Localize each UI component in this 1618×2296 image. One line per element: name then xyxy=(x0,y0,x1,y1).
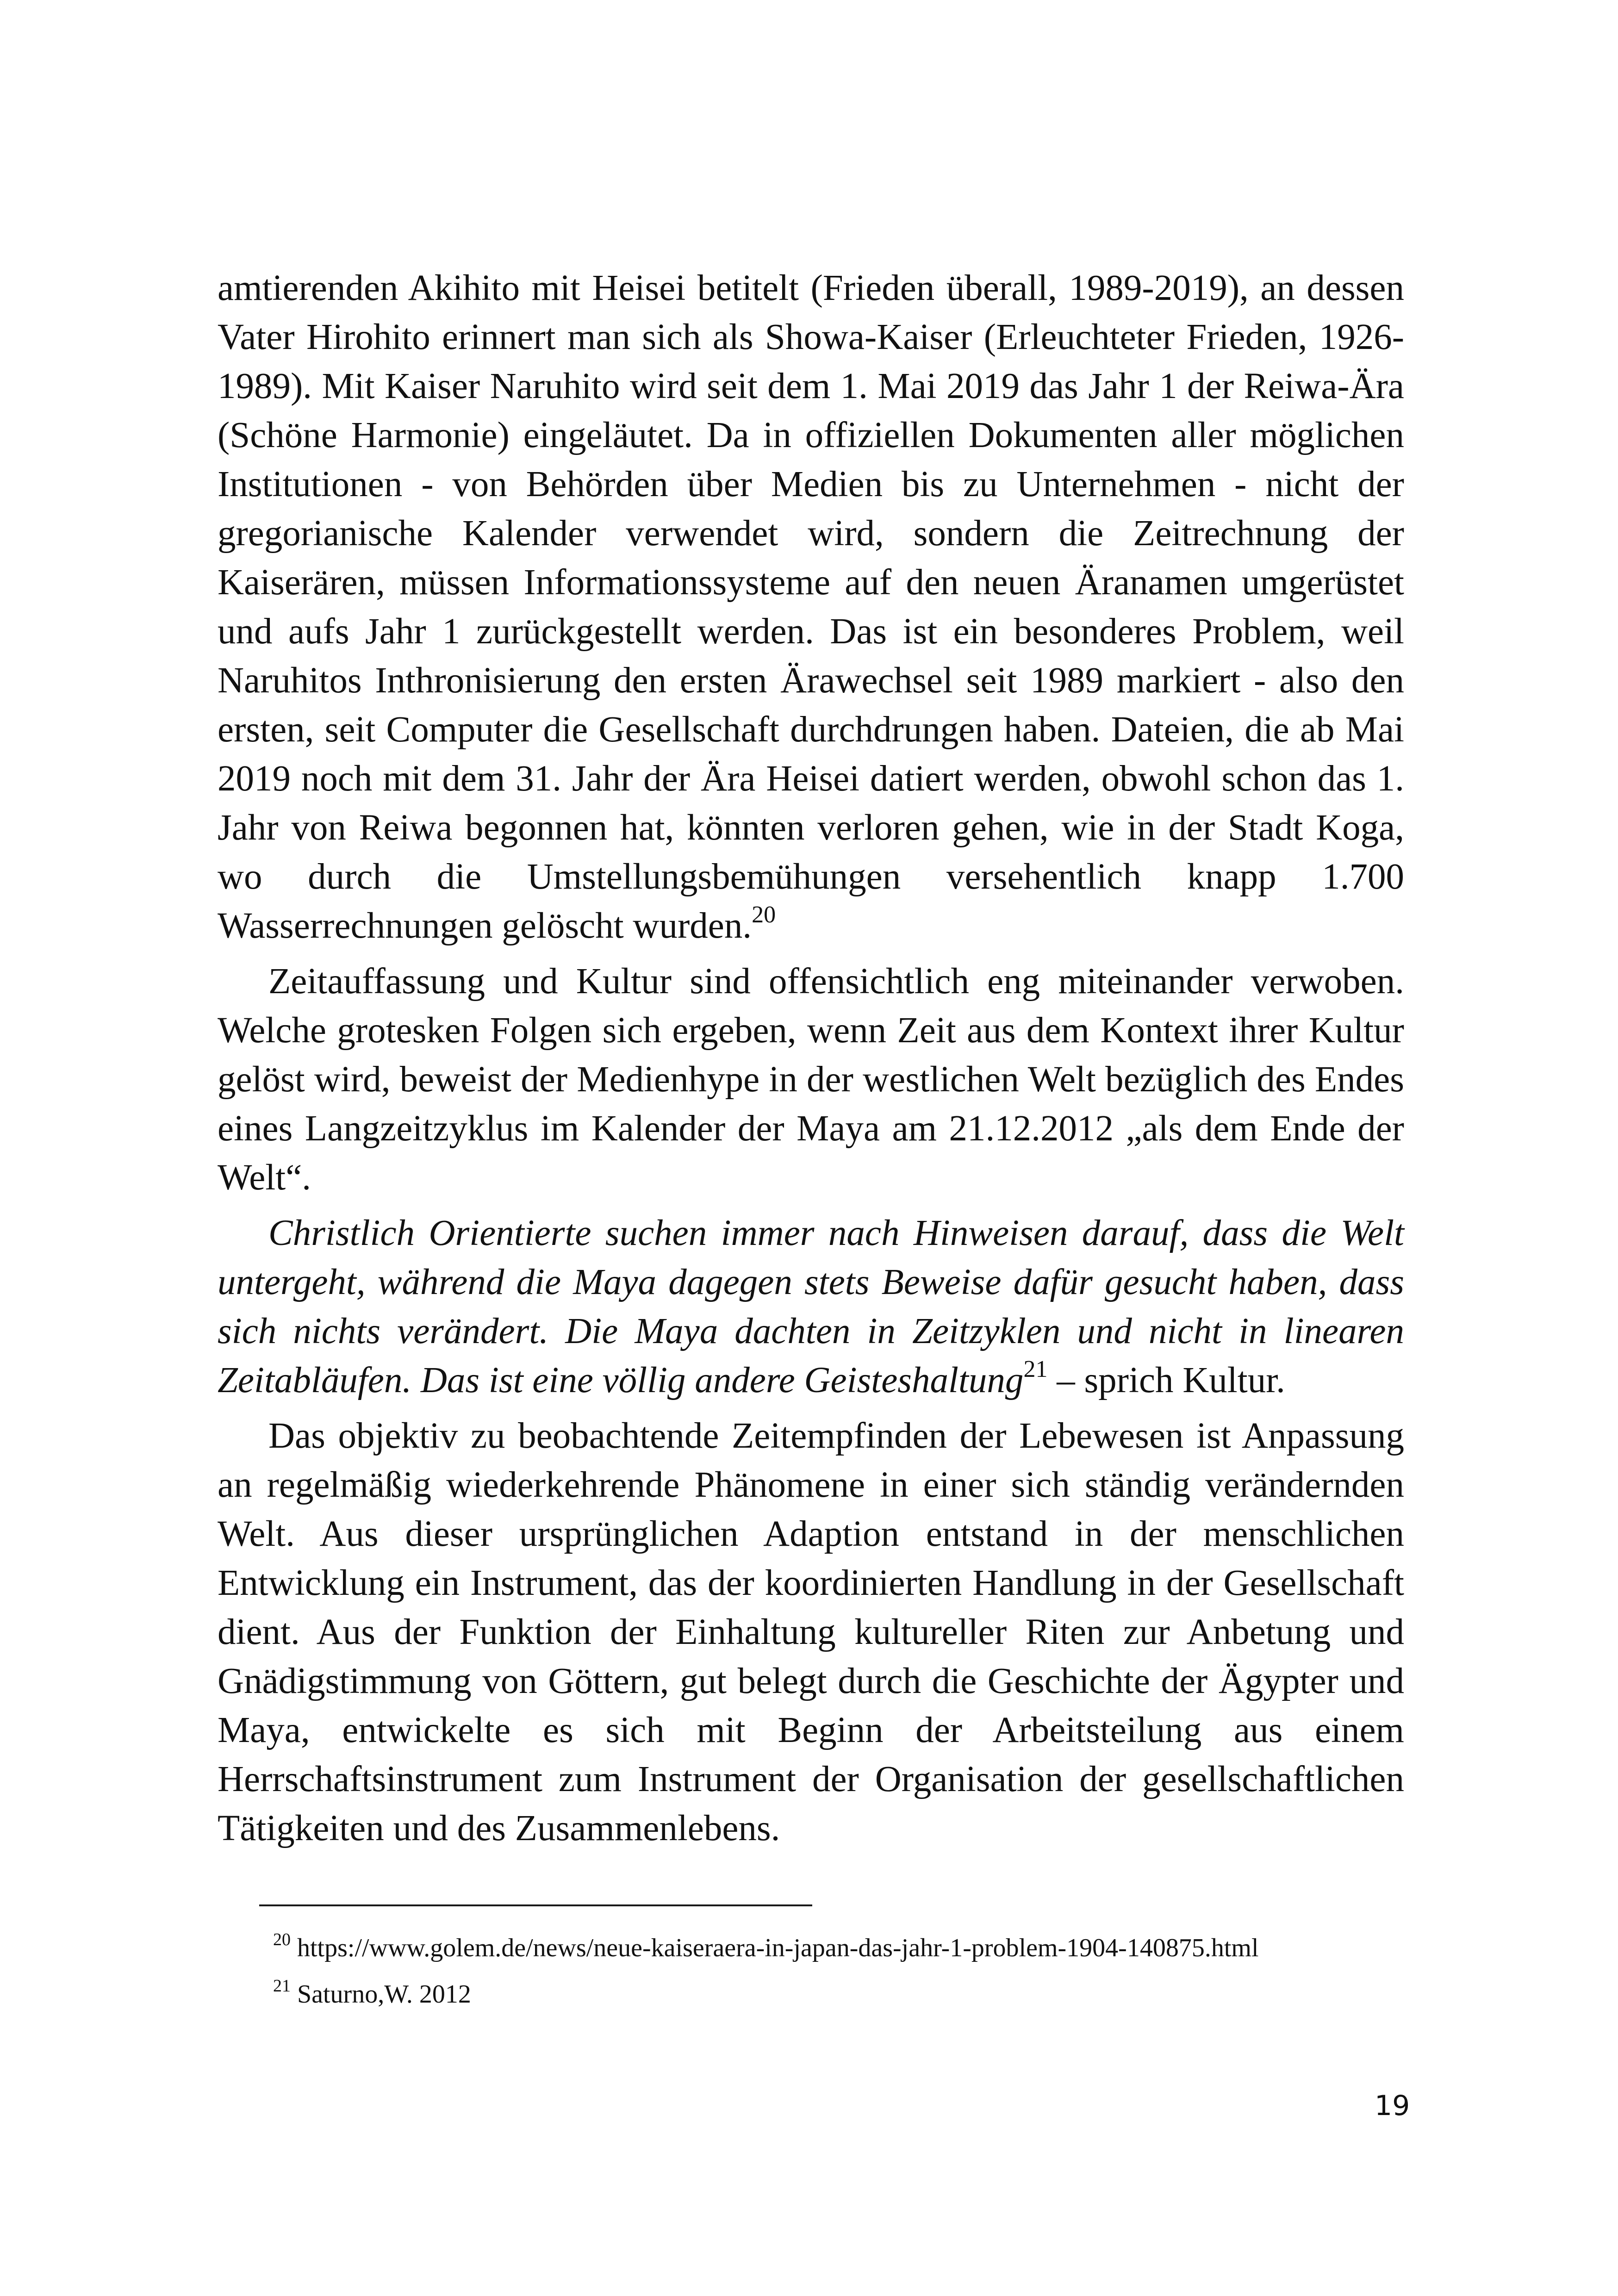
footnote-ref-21[interactable]: 21 xyxy=(1023,1356,1048,1382)
footnotes xyxy=(273,1928,1384,2020)
quote-text: Christlich Orientierte suchen immer nach Hinweisen darauf, dass die Welt untergeht, während die Maya dagegen stets Beweise dafür gesucht haben, dass sich nichts verändert. Die Maya dachten in Zeitzyklen und nicht in linearen Zeitabläufen. Das ist eine völlig andere Geisteshaltung xyxy=(218,1213,1404,1400)
footnote-number-20: 20 xyxy=(273,1930,291,1950)
paragraph-4 xyxy=(218,1412,1404,1853)
paragraph-4-text: Das objektiv zu beobachtende Zeitempfinden der Lebewesen ist Anpassung an regelmäßig wiederkehrende Phänomene in einer sich ständig verändernden Welt. Aus dieser ursprünglichen Adaption entstand in der menschlichen Entwicklung ein Instrument, das der koordinierten Handlung in der Gesellschaft dient. Aus der Funktion der Einhaltung kultureller Riten zur Anbetung und Gnädigstimmung von Göttern, gut belegt durch die Geschichte der Ägypter und Maya, entwickelte es sich mit Beginn der Arbeitsteilung aus einem Herrschaftsinstrument zum Instrument der Organisation der gesellschaftlichen Tätigkeiten und des Zusammenlebens. xyxy=(218,1416,1404,1848)
footnote-20-text[interactable]: https://www.golem.de/news/neue-kaiseraera-in-japan-das-jahr-1-problem-1904-140875.html xyxy=(297,1934,1259,1962)
paragraph-1-text: amtierenden Akihito mit Heisei betitelt (Frieden überall, 1989-2019), an dessen Vater Hirohito erinnert man sich als Showa-Kaiser (Erleuchteter Frieden, 1926-1989). Mit Kaiser Naruhito wird seit dem 1. Mai 2019 das Jahr 1 der Reiwa-Ära (Schöne Harmonie) eingeläutet. Da in offiziellen Dokumenten aller möglichen Institutionen - von Behörden über Medien bis zu Unternehmen - nicht der gregorianische Kalender verwendet wird, sondern die Zeitrechnung der Kaiserären, müssen Informationssysteme auf den neuen Äranamen umgerüstet und aufs Jahr 1 zurückgestellt werden. Das ist ein besonderes Problem, weil Naruhitos Inthronisierung den ersten Ärawechsel seit 1989 markiert - also den ersten, seit Computer die Gesellschaft durchdrungen haben. Dateien, die ab Mai 2019 noch mit dem 31. Jahr der Ära Heisei datiert werden, obwohl schon das 1. Jahr von Reiwa begonnen hat, könnten verloren gehen, wie in der Stadt Koga, wo durch die Umstellungsbemühungen versehentlich knapp 1.700 Wasserrechnungen gelöscht wurden. xyxy=(218,268,1404,946)
footnote-20 xyxy=(273,1928,1384,1968)
footnote-ref-20[interactable]: 20 xyxy=(752,901,776,928)
footnote-21 xyxy=(273,1974,1384,2015)
quote-paragraph xyxy=(218,1209,1404,1405)
body-text xyxy=(218,264,1404,1853)
footnote-number-21: 21 xyxy=(273,1976,291,1996)
page-number: 19 xyxy=(1375,2090,1410,2122)
quote-tail-text: – sprich Kultur. xyxy=(1047,1360,1285,1400)
paragraph-2 xyxy=(218,957,1404,1202)
paragraph-1 xyxy=(218,264,1404,951)
footnote-21-text: Saturno,W. 2012 xyxy=(297,1980,471,2009)
footnote-separator xyxy=(259,1904,812,1906)
paragraph-2-text: Zeitauffassung und Kultur sind offensichtlich eng miteinander verwoben. Welche grotesken Folgen sich ergeben, wenn Zeit aus dem Kontext ihrer Kultur gelöst wird, beweist der Medienhype in der westlichen Welt bezüglich des Endes eines Langzeitzyklus im Kalender der Maya am 21.12.2012 „als dem Ende der Welt“. xyxy=(218,961,1404,1198)
